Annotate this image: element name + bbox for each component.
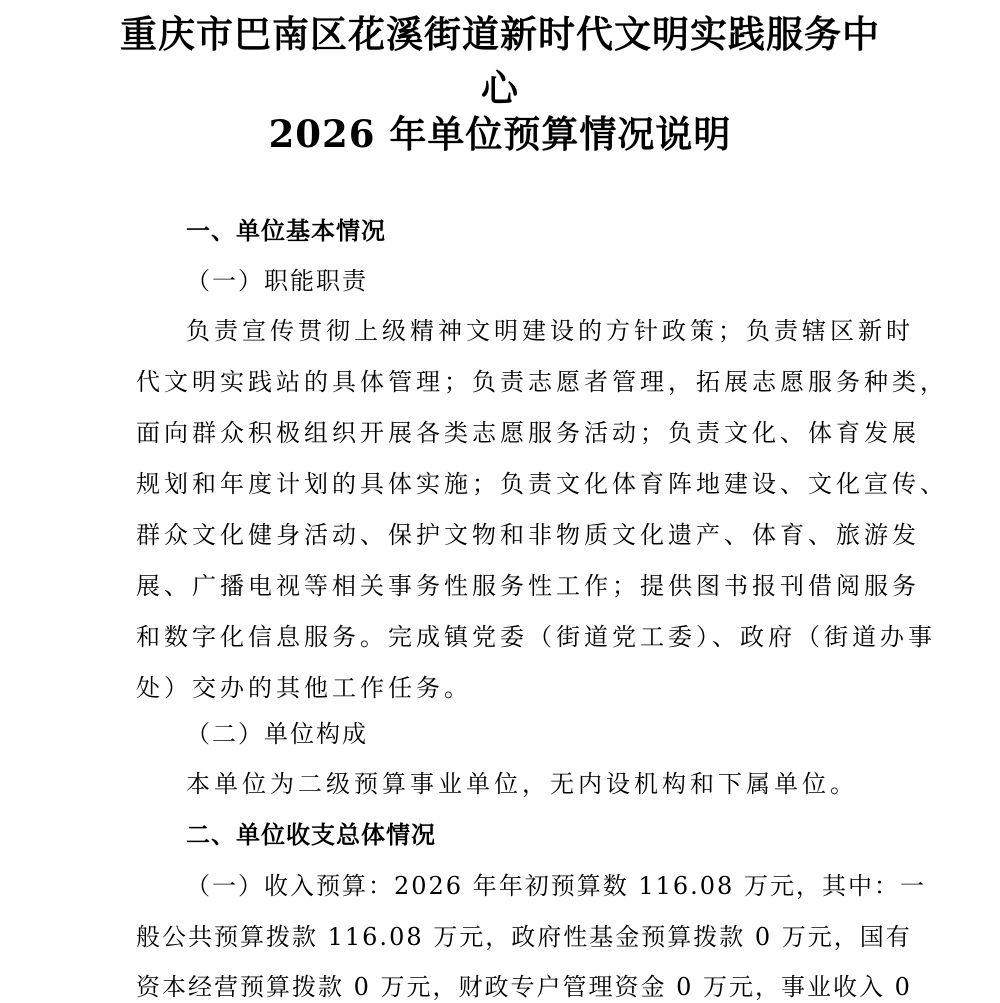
paragraph-line: （一）收入预算：2026 年年初预算数 116.08 万元，其中：一 <box>186 872 926 900</box>
paragraph-line: 展、广播电视等相关事务性服务性工作；提供图书报刊借阅服务 <box>136 572 920 600</box>
section-1-1-heading: （一）职能职责 <box>186 267 368 295</box>
paragraph-line: 处）交办的其他工作任务。 <box>136 674 472 702</box>
paragraph-line: 群众文化健身活动、保护文物和非物质文化遗产、体育、旅游发 <box>136 521 920 549</box>
document-title-line-1: 重庆市巴南区花溪街道新时代文明实践服务中 <box>120 12 880 56</box>
paragraph-line: 本单位为二级预算事业单位，无内设机构和下属单位。 <box>186 770 858 798</box>
section-1-heading: 一、单位基本情况 <box>186 216 386 245</box>
paragraph-line: 面向群众积极组织开展各类志愿服务活动；负责文化、体育发展 <box>136 419 920 447</box>
document-title-line-3: 2026 年单位预算情况说明 <box>268 112 732 156</box>
section-2-heading: 二、单位收支总体情况 <box>186 820 436 849</box>
section-1-2-heading: （二）单位构成 <box>186 720 368 748</box>
paragraph-line: 资本经营预算拨款 0 万元，财政专户管理资金 0 万元，事业收入 0 <box>136 973 912 1001</box>
document-title-line-2: 心 <box>481 66 519 110</box>
paragraph-line: 和数字化信息服务。完成镇党委（街道党工委）、政府（街道办事 <box>136 623 936 651</box>
paragraph-line: 代文明实践站的具体管理；负责志愿者管理，拓展志愿服务种类， <box>136 368 948 396</box>
paragraph-line: 负责宣传贯彻上级精神文明建设的方针政策；负责辖区新时 <box>186 317 914 345</box>
paragraph-line: 般公共预算拨款 116.08 万元，政府性基金预算拨款 0 万元，国有 <box>136 923 912 951</box>
paragraph-line: 规划和年度计划的具体实施；负责文化体育阵地建设、文化宣传、 <box>136 470 948 498</box>
